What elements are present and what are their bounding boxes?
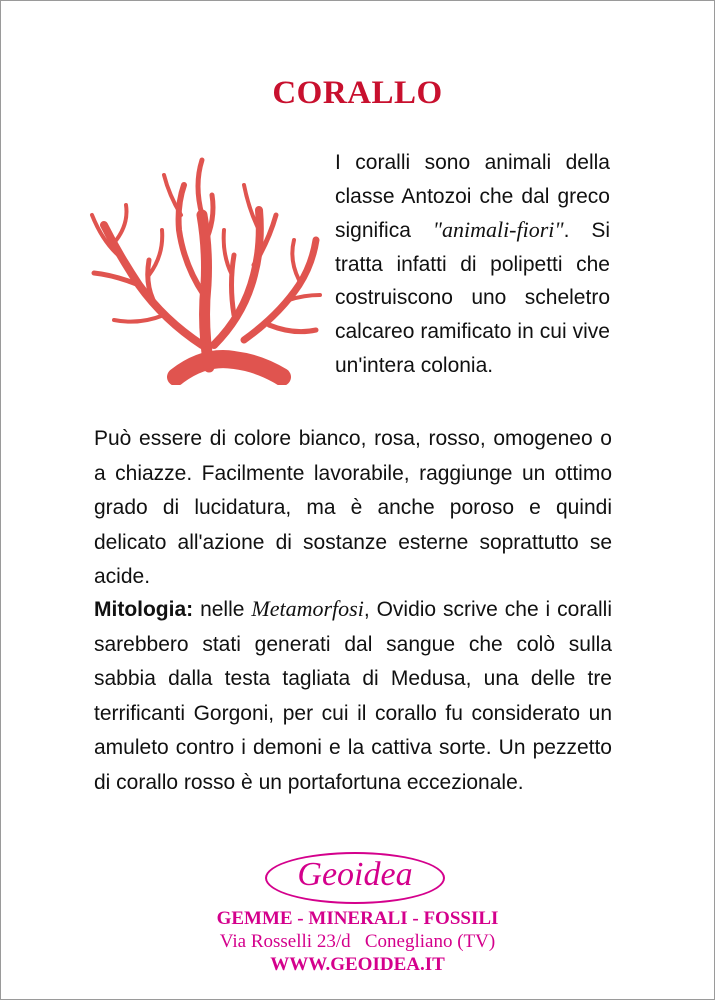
coral-illustration [84,155,322,385]
brand-logo [265,852,445,904]
mythology-paragraph [94,592,612,800]
footer-website[interactable]: WWW.GEOIDEA.IT [270,954,445,975]
footer-address: Via Rosselli 23/d Conegliano (TV) [219,931,496,952]
logo-text: Geoidea [297,856,413,893]
mythology-part-1: nelle [193,598,252,621]
mythology-label: Mitologia: [94,598,194,621]
intro-part-1: I coralli sono animali della classe Antozoi che dal greco significa [335,151,610,243]
intro-text [335,146,610,382]
intro-part-2: . Si tratta infatti di polipetti che costruiscono uno scheletro calcareo ramificato in cui vive un'intera colonia. [335,219,611,377]
page-title: CORALLO [272,75,443,111]
mythology-part-2: , Ovidio scrive che i coralli sarebbero stati generati dal sangue che colò sulla sabbia dalla testa tagliata di Medusa, una delle tre terrificanti Gorgoni, per cui il corallo fu considerato un amuleto contro i demoni e la cattiva sorte. Un pezzetto di corallo rosso è un portafortuna eccezionale. [94,598,612,794]
intro-italic-term: "animali-fiori" [432,217,564,243]
description-paragraph: Può essere di colore bianco, rosa, rosso, omogeneo o a chiazze. Facilmente lavorabile, raggiunge un ottimo grado di lucidatura, ma è anche poroso e quindi delicato all'azione di sostanze esterne soprattutto se acide. [94,427,612,588]
footer-tagline: GEMME - MINERALI - FOSSILI [216,908,499,929]
mythology-italic-title: Metamorfosi [251,596,364,621]
